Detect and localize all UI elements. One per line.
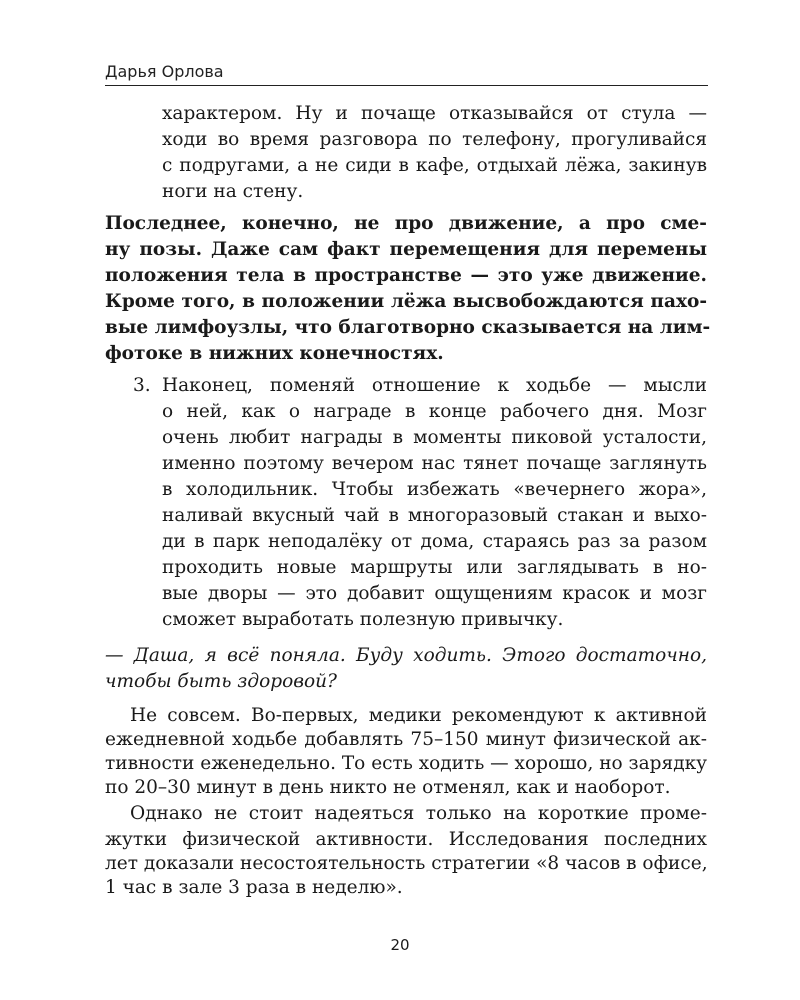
header-rule: [105, 85, 708, 86]
list-item-number: 3.: [133, 375, 151, 396]
text-line: Не совсем. Во-первых, медики рекомендуют к активной: [130, 705, 707, 726]
text-line: сможет выработать полезную привычку.: [162, 609, 564, 630]
text-line: Кроме того, в положении лёжа высвобождаются пахо-: [105, 291, 707, 312]
running-head: Дарья Орлова: [105, 62, 224, 81]
text-line: ну позы. Даже сам факт перемещения для перемены: [105, 239, 707, 260]
text-line: проходить новые маршруты или заглядывать в но-: [162, 557, 707, 578]
text-line: ноги на стену.: [162, 181, 304, 202]
text-line: тивности еженедельно. То есть ходить — хорошо, но зарядку: [105, 753, 708, 774]
text-line: Последнее, конечно, не про движение, а про сме-: [105, 213, 707, 234]
page-number: 20: [390, 936, 410, 954]
text-line: жутки физической активности. Исследования последних: [105, 829, 707, 850]
text-line: — Даша, я всё поняла. Буду ходить. Этого достаточно,: [105, 645, 707, 666]
text-line: Однако не стоит надеяться только на короткие проме-: [130, 803, 707, 824]
text-line: чтобы быть здоровой?: [105, 671, 337, 692]
text-line: наливай вкусный чай в многоразовый стакан и выхо-: [162, 505, 707, 526]
text-line: вые лимфоузлы, что благотворно сказывается на лим-: [105, 317, 711, 338]
text-line: с подругами, а не сиди в кафе, отдыхай лёжа, закинув: [162, 155, 707, 176]
text-line: положения тела в пространстве — это уже движение.: [105, 265, 707, 286]
text-line: ди в парк неподалёку от дома, стараясь раз за разом: [162, 531, 707, 552]
text-line: лет доказали несостоятельность стратегии «8 часов в офисе,: [105, 853, 708, 874]
text-line: ходи во время разговора по телефону, прогуливайся: [162, 129, 707, 150]
text-line: Наконец, поменяй отношение к ходьбе — мысли: [162, 375, 707, 396]
text-line: очень любит награды в моменты пиковой усталости,: [162, 427, 707, 448]
text-line: в холодильник. Чтобы избежать «вечернего жора»,: [162, 479, 707, 500]
text-line: вые дворы — это добавит ощущениям красок и мозг: [162, 583, 707, 604]
text-line: по 20–30 минут в день никто не отменял, как и наоборот.: [105, 777, 671, 798]
text-line: ежедневной ходьбе добавлять 75–150 минут физической ак-: [105, 729, 707, 750]
text-line: 1 час в зале 3 раза в неделю».: [105, 877, 403, 898]
text-line: характером. Ну и почаще отказывайся от стула —: [162, 103, 707, 124]
text-line: о ней, как о награде в конце рабочего дня. Мозг: [162, 401, 707, 422]
text-line: именно поэтому вечером нас тянет почаще заглянуть: [162, 453, 707, 474]
text-line: фотоке в нижних конечностях.: [105, 343, 444, 364]
